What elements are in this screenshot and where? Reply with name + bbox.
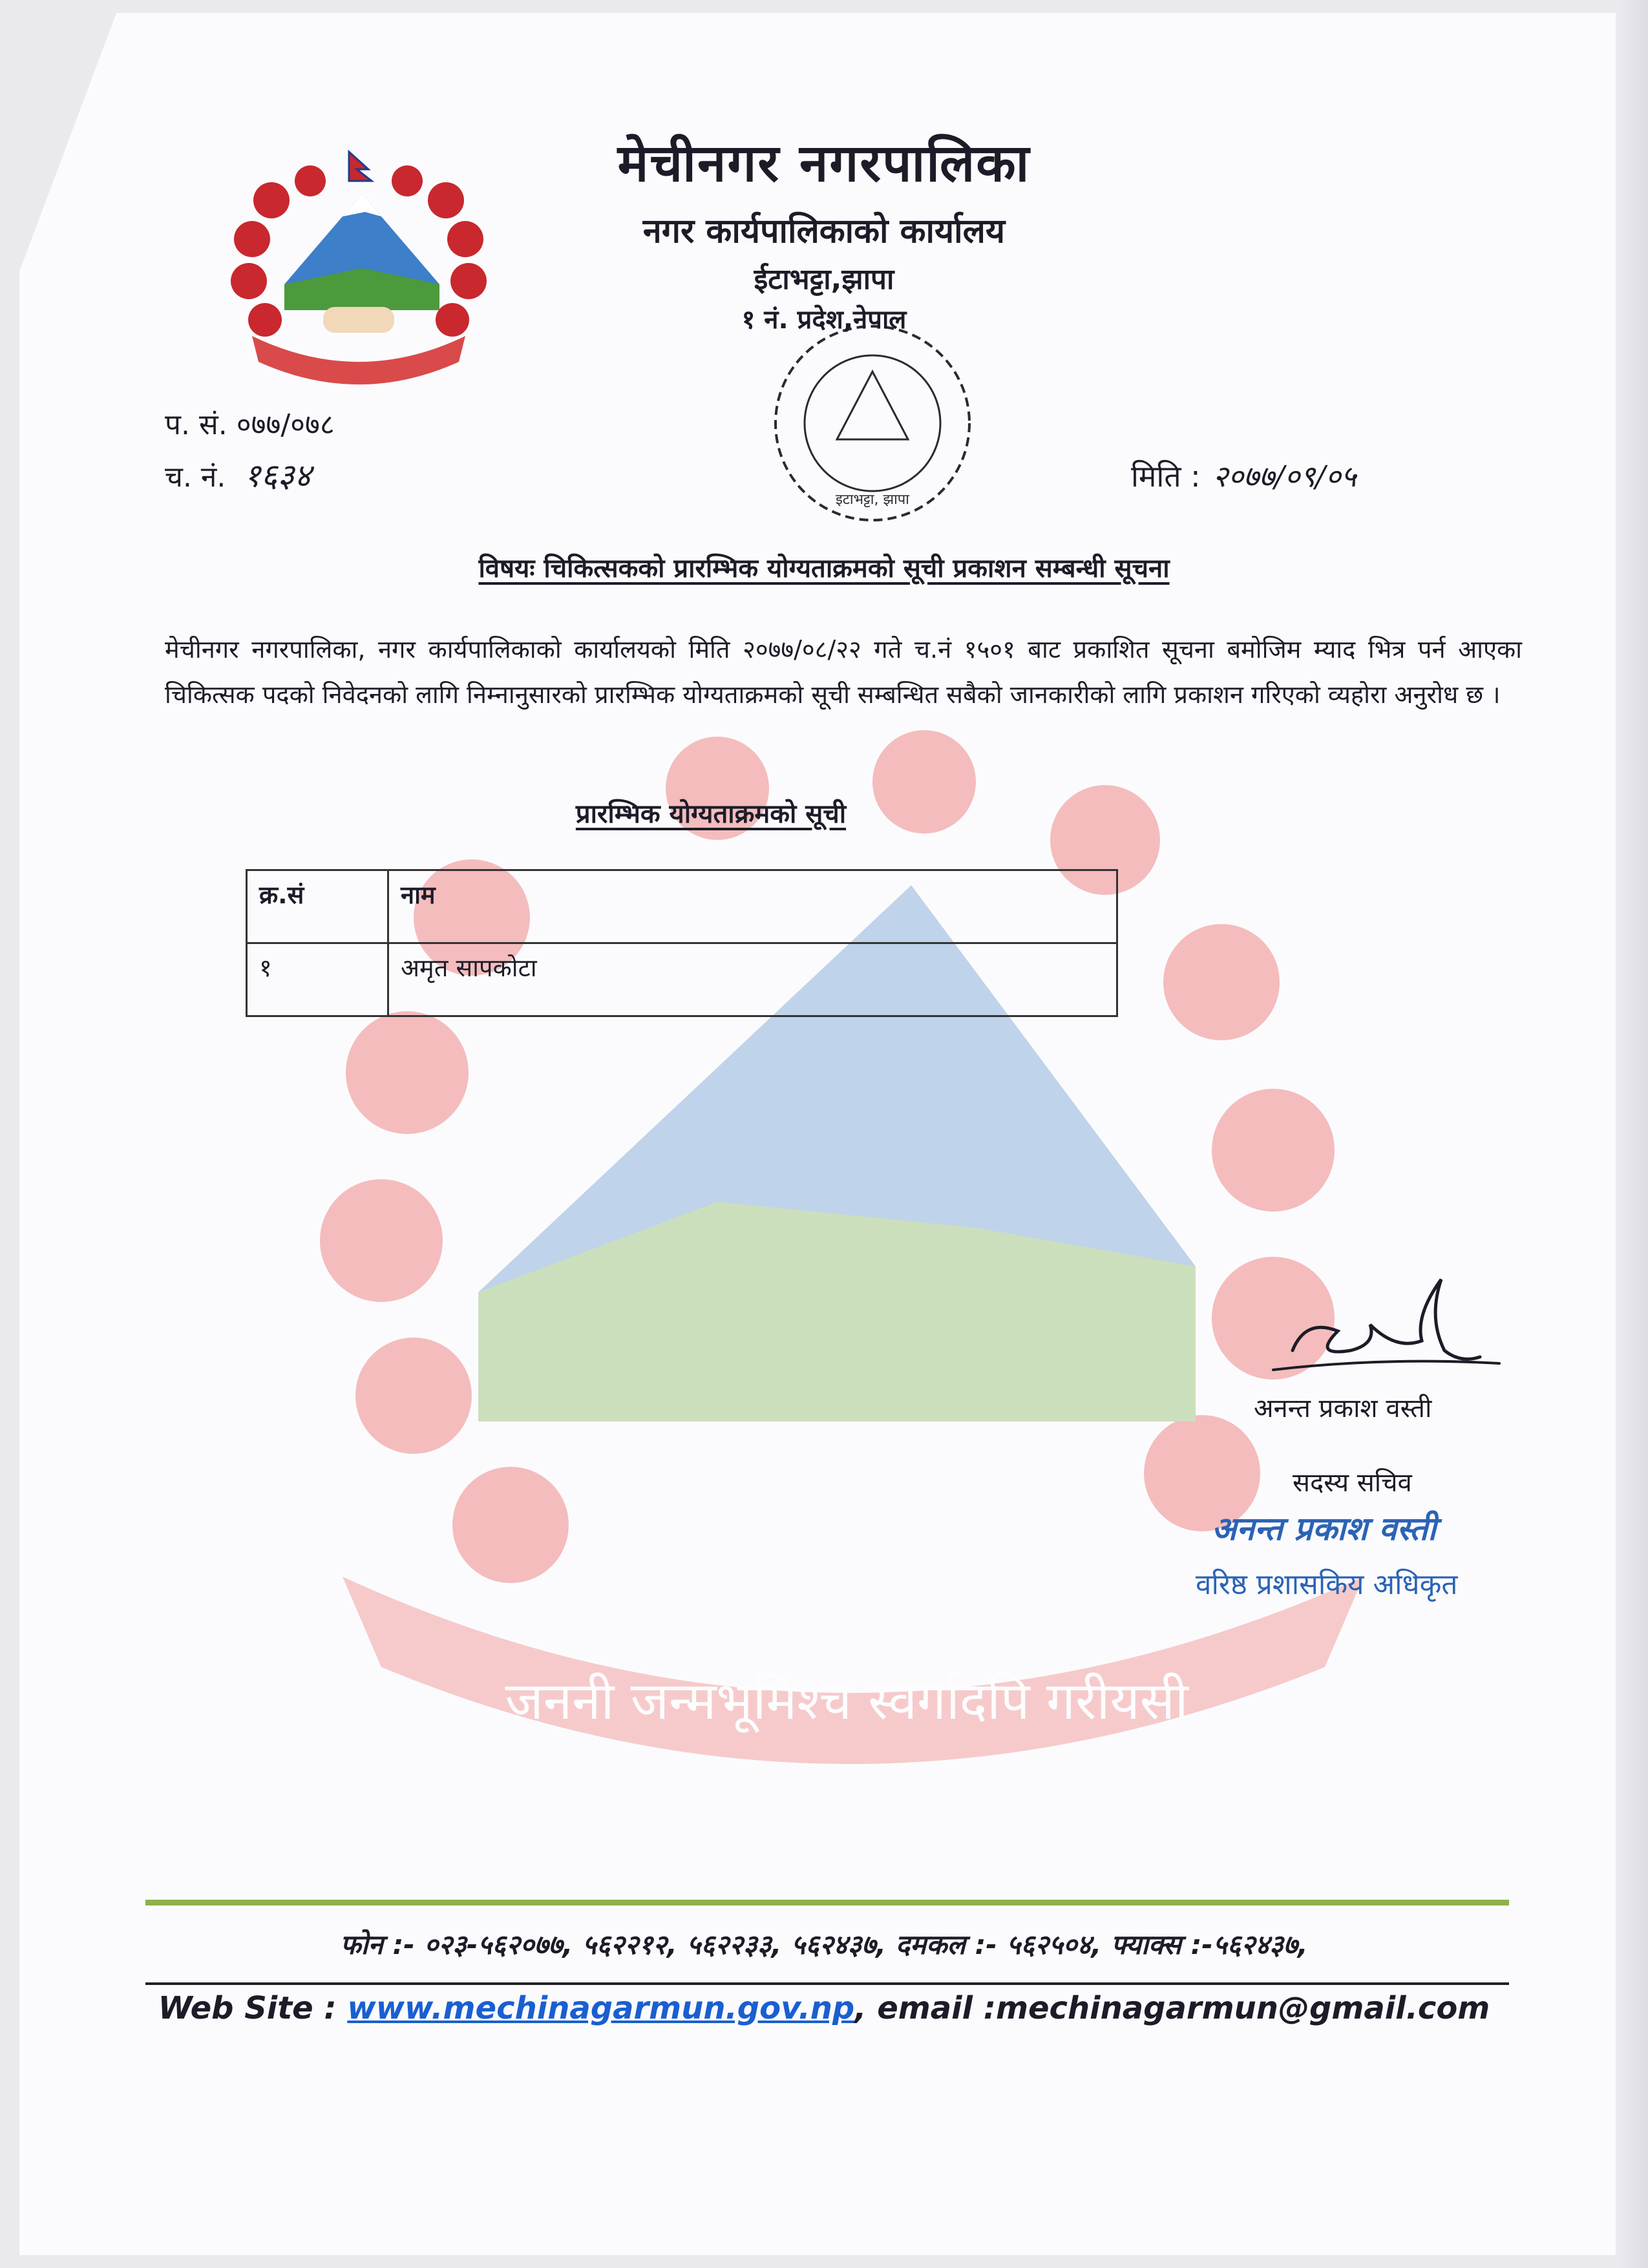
ps-label: प. सं.	[165, 408, 227, 441]
signatory-stamp-designation: वरिष्ठ प्रशासकिय अधिकृत	[1196, 1568, 1458, 1601]
handwritten-signature	[1267, 1254, 1512, 1396]
cn-value: १६३४	[244, 457, 312, 494]
office-subtitle: नगर कार्यपालिकाको कार्यालय	[642, 212, 1006, 251]
candidate-table	[246, 869, 1118, 1017]
table-row	[247, 943, 1117, 1016]
footer-black-divider	[145, 1982, 1509, 1985]
column-header-sn: क्र.सं	[247, 870, 388, 943]
document-page	[19, 13, 1616, 2255]
web-label: Web Site :	[158, 1990, 337, 2026]
notice-body: मेचीनगर नगरपालिका, नगर कार्यपालिकाको कार्यालयको मिति २०७७/०८/२२ गते च.नं १५०१ बाट प्रकाशित सूचना बमोजिम म्याद भित्र पर्न आएका चिकित्सक पदको निवेदनको लागि निम्नानुसारको प्रारम्भिक योग्यताक्रमको सूची सम्बन्धित सबैको जानकारीको लागि प्रकाशन गरिएको व्यहोरा अनुरोध छ ।	[165, 635, 1522, 709]
email-text: , email :mechinagarmun@gmail.com	[854, 1990, 1490, 2026]
watermark-ribbon	[343, 1577, 1364, 1764]
watermark-motto: जननी जन्मभूमिश्च स्वर्गादपि गरीयसी	[505, 1671, 1188, 1731]
signatory-role: सदस्य सचिव	[1293, 1468, 1412, 1498]
reference-ps	[165, 404, 335, 443]
official-seal-stamp	[763, 310, 982, 543]
subject-heading: विषयः चिकित्सकको प्रारम्भिक योग्यताक्रमको सूची प्रकाशन सम्बन्धी सूचना	[478, 554, 1170, 583]
list-title: प्रारम्भिक योग्यताक्रमको सूची	[575, 799, 847, 829]
table-header-row	[247, 870, 1117, 943]
date-label: मिति :	[1131, 459, 1201, 494]
signatory-name: अनन्त प्रकाश वस्ती	[1254, 1394, 1432, 1423]
footer-web-line	[0, 1990, 1648, 2026]
website-link[interactable]: www.mechinagarmun.gov.np	[347, 1990, 855, 2026]
date-value: २०७७/०९/०५	[1212, 459, 1357, 494]
svg-text:इटाभट्टा, झापा: इटाभट्टा, झापा	[835, 492, 910, 508]
cell-sn: १	[247, 943, 388, 1016]
signatory-stamp-name: अनन्त प्रकाश वस्ती	[1212, 1510, 1437, 1548]
column-header-name: नाम	[388, 870, 1117, 943]
office-province: १ नं. प्रदेश,नेपाल	[741, 305, 907, 335]
ps-value: ०७७/०७८	[236, 408, 335, 441]
reference-cn	[165, 452, 311, 496]
date-line	[1131, 456, 1357, 496]
office-town: ईटाभट्टा,झापा	[754, 263, 894, 296]
footer-phone-line: फोन :- ०२३-५६२०७७, ५६२२१२, ५६२२३३, ५६२४३७, दमकल :- ५६२५०४, फ्याक्स :-५६२४३७,	[340, 1929, 1308, 1960]
office-title: मेचीनगर नगरपालिका	[617, 133, 1031, 193]
cell-name: अमृत सापकोटा	[388, 943, 1117, 1016]
cn-label: च. नं.	[165, 461, 226, 494]
footer-green-divider	[145, 1900, 1509, 1906]
